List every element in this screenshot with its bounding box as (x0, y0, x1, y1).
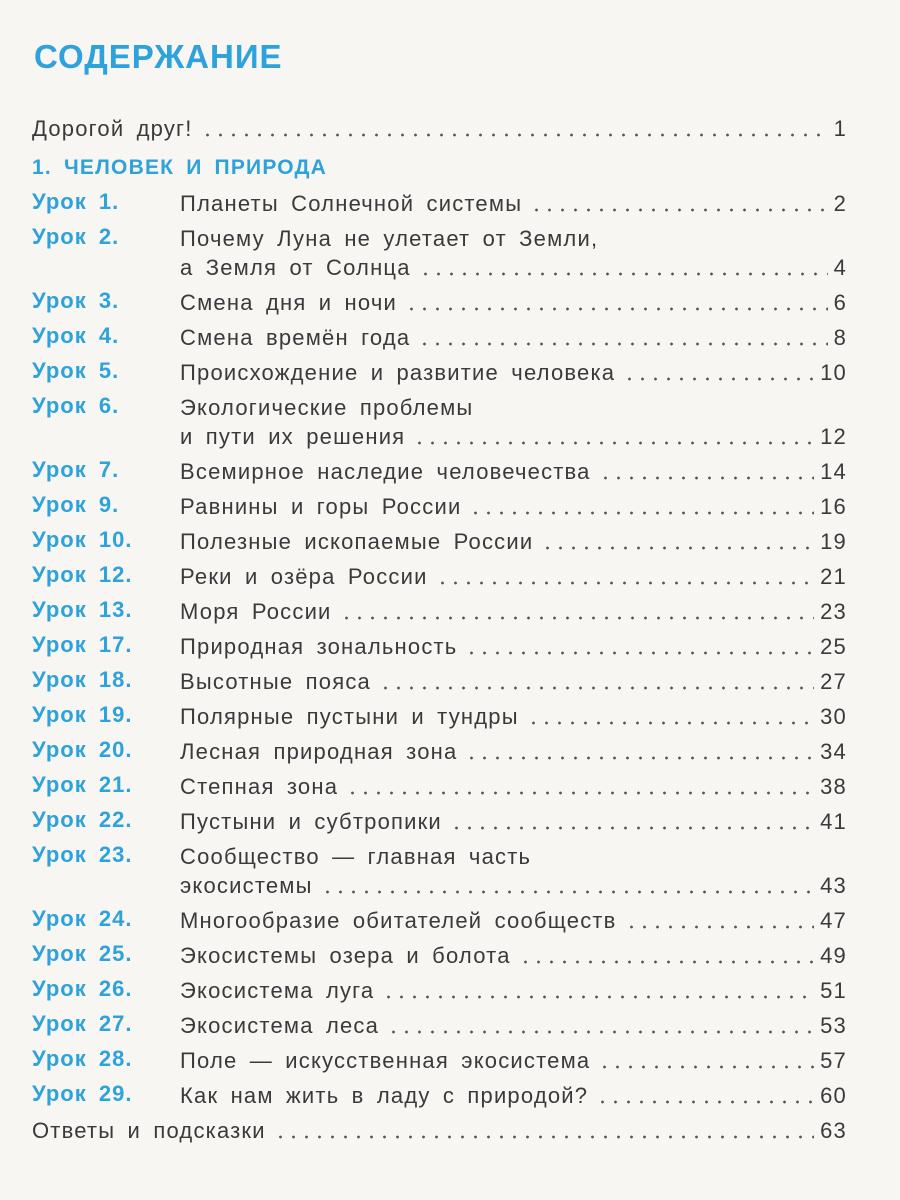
lesson-number: Урок 10. (32, 527, 133, 552)
lesson-number: Урок 29. (32, 1081, 133, 1106)
page-number: 19 (820, 529, 847, 554)
page-number: 12 (820, 424, 847, 449)
entry-title: Планеты Солнечной системы (180, 191, 523, 216)
toc-line (32, 1118, 847, 1144)
page-number: 53 (820, 1013, 847, 1038)
lesson-number: Урок 18. (32, 667, 133, 692)
dot-leader (465, 650, 814, 656)
toc-entry-lesson[interactable] (32, 737, 847, 765)
section-heading: 1. ЧЕЛОВЕК И ПРИРОДА (32, 156, 328, 179)
page-number: 63 (820, 1118, 847, 1143)
entry-title: Степная зона (180, 774, 339, 799)
lesson-number: Урок 25. (32, 941, 133, 966)
toc-line (180, 870, 847, 899)
entry-title: а Земля от Солнца (180, 255, 411, 280)
page-number: 10 (820, 360, 847, 385)
entry-body (180, 224, 847, 281)
entry-title: Реки и озёра России (180, 564, 428, 589)
toc-entry-lesson[interactable] (32, 1081, 847, 1109)
toc-line (180, 906, 847, 934)
entry-title: Высотные пояса (180, 669, 371, 694)
entry-title: Ответы и подсказки (32, 1118, 266, 1143)
entry-body (180, 1046, 847, 1074)
lesson-number: Урок 20. (32, 737, 133, 762)
dot-leader (379, 685, 814, 691)
page-number: 41 (820, 809, 847, 834)
toc-line (180, 941, 847, 969)
entry-body (180, 632, 847, 660)
entry-body (180, 597, 847, 625)
toc-entry-lesson[interactable] (32, 941, 847, 969)
dot-leader (387, 1029, 814, 1035)
toc-entry-lesson[interactable] (32, 807, 847, 835)
lesson-number: Урок 1. (32, 189, 120, 214)
page-number: 38 (820, 774, 847, 799)
dot-leader (527, 720, 814, 726)
entry-body (180, 323, 847, 351)
lesson-number: Урок 6. (32, 393, 120, 418)
toc-line (180, 323, 847, 351)
page-number: 47 (820, 908, 847, 933)
page-number: 21 (820, 564, 847, 589)
entry-body (180, 842, 847, 899)
lesson-number: Урок 27. (32, 1011, 133, 1036)
toc-entry-answers[interactable] (32, 1116, 847, 1144)
entry-title: Как нам жить в ладу с природой? (180, 1083, 589, 1108)
toc-entry-lesson[interactable] (32, 632, 847, 660)
toc-entry-lesson[interactable] (32, 358, 847, 386)
entry-body (180, 393, 847, 450)
page-number: 57 (820, 1048, 847, 1073)
toc-entry-lesson[interactable] (32, 457, 847, 485)
toc-entry-lesson[interactable] (32, 1046, 847, 1074)
toc-entry-lesson[interactable] (32, 393, 847, 450)
entry-title: Поле — искусственная экосистема (180, 1048, 591, 1073)
entry-body (180, 941, 847, 969)
entry-body (180, 1011, 847, 1039)
entry-title: Сообщество — главная часть (180, 844, 532, 869)
toc-line (180, 288, 847, 316)
entry-body (180, 457, 847, 485)
dot-leader (201, 132, 828, 138)
entry-body (180, 906, 847, 934)
dot-leader (625, 924, 815, 930)
toc-line (32, 116, 847, 142)
lesson-number: Урок 9. (32, 492, 120, 517)
toc-line (180, 252, 847, 281)
toc-line (180, 807, 847, 835)
table-of-contents (32, 112, 847, 1144)
toc-line (180, 421, 847, 450)
entry-title: Полезные ископаемые России (180, 529, 534, 554)
entry-title: Всемирное наследие человечества (180, 459, 591, 484)
entry-title: Почему Луна не улетает от Земли, (180, 226, 599, 251)
lesson-number: Урок 24. (32, 906, 133, 931)
page-number: 14 (820, 459, 847, 484)
toc-entry-lesson[interactable] (32, 667, 847, 695)
dot-leader (321, 889, 815, 895)
toc-line (180, 1011, 847, 1039)
toc-line (180, 1046, 847, 1074)
entry-title: Дорогой друг! (32, 116, 193, 141)
toc-line (180, 667, 847, 695)
entry-title: Смена времён года (180, 325, 411, 350)
dot-leader (530, 207, 827, 213)
dot-leader (519, 959, 815, 965)
toc-line (180, 457, 847, 485)
entry-body (180, 772, 847, 800)
page-number: 51 (820, 978, 847, 1003)
page-number: 30 (820, 704, 847, 729)
toc-entry-lesson[interactable] (32, 597, 847, 625)
page-number: 27 (820, 669, 847, 694)
dot-leader (598, 1064, 814, 1070)
lesson-number: Урок 13. (32, 597, 133, 622)
toc-line (180, 358, 847, 386)
dot-leader (340, 615, 815, 621)
lesson-number: Урок 3. (32, 288, 120, 313)
toc-entry-lesson[interactable] (32, 772, 847, 800)
lesson-number: Урок 28. (32, 1046, 133, 1071)
toc-entry-lesson[interactable] (32, 562, 847, 590)
toc-line (180, 597, 847, 625)
toc-line (180, 632, 847, 660)
page-number: 49 (820, 943, 847, 968)
toc-line (180, 189, 847, 217)
toc-entry-lesson[interactable] (32, 842, 847, 899)
entry-title: Равнины и горы России (180, 494, 462, 519)
entry-body (180, 737, 847, 765)
toc-line (180, 702, 847, 730)
entry-body (180, 492, 847, 520)
toc-entry-lesson[interactable] (32, 702, 847, 730)
lesson-number: Урок 21. (32, 772, 133, 797)
entry-body (180, 189, 847, 217)
page-number: 25 (820, 634, 847, 659)
dot-leader (599, 475, 815, 481)
toc-line (180, 224, 847, 252)
entry-body (180, 702, 847, 730)
entry-title: Лесная природная зона (180, 739, 458, 764)
dot-leader (413, 440, 814, 446)
page-number: 4 (833, 255, 847, 280)
toc-line (180, 527, 847, 555)
entry-body (180, 976, 847, 1004)
dot-leader (346, 790, 814, 796)
entry-body (180, 1081, 847, 1109)
page-number: 16 (820, 494, 847, 519)
toc-entry-lesson[interactable] (32, 288, 847, 316)
entry-title: Экосистемы озера и болота (180, 943, 511, 968)
dot-leader (596, 1099, 814, 1105)
toc-line (180, 772, 847, 800)
lesson-number: Урок 12. (32, 562, 133, 587)
lesson-number: Урок 7. (32, 457, 120, 482)
page-title: СОДЕРЖАНИЕ (34, 38, 283, 75)
dot-leader (419, 271, 828, 277)
entry-body (180, 807, 847, 835)
dot-leader (450, 825, 814, 831)
page-number: 60 (820, 1083, 847, 1108)
dot-leader (469, 510, 814, 516)
page-number: 23 (820, 599, 847, 624)
entry-title: и пути их решения (180, 424, 406, 449)
toc-entry-lesson[interactable] (32, 906, 847, 934)
entry-title: Пустыни и субтропики (180, 809, 442, 834)
dot-leader (436, 580, 815, 586)
dot-leader (623, 376, 814, 382)
entry-body (180, 288, 847, 316)
dot-leader (382, 994, 814, 1000)
entry-body (180, 562, 847, 590)
lesson-number: Урок 17. (32, 632, 133, 657)
entry-body (180, 527, 847, 555)
toc-entry-lesson[interactable] (32, 224, 847, 281)
toc-entry-lesson[interactable] (32, 189, 847, 217)
toc-line (180, 1081, 847, 1109)
page-number: 6 (833, 290, 847, 315)
lesson-number: Урок 4. (32, 323, 120, 348)
toc-line (180, 562, 847, 590)
page-number: 34 (820, 739, 847, 764)
entry-title: Многообразие обитателей сообществ (180, 908, 617, 933)
entry-title: Природная зональность (180, 634, 458, 659)
dot-leader (405, 306, 828, 312)
entry-title: Происхождение и развитие человека (180, 360, 616, 385)
toc-entry-intro[interactable] (32, 112, 847, 142)
dot-leader (465, 755, 814, 761)
lesson-number: Урок 19. (32, 702, 133, 727)
page-number: 1 (833, 116, 847, 141)
toc-entry-lesson[interactable] (32, 976, 847, 1004)
page-number: 43 (820, 873, 847, 898)
toc-entry-lesson[interactable] (32, 323, 847, 351)
entry-title: экосистемы (180, 873, 313, 898)
lesson-number: Урок 2. (32, 224, 120, 249)
page-number: 2 (833, 191, 847, 216)
entry-title: Полярные пустыни и тундры (180, 704, 519, 729)
entry-title: Экологические проблемы (180, 395, 474, 420)
dot-leader (274, 1134, 814, 1140)
entry-title: Моря России (180, 599, 332, 624)
page-number: 8 (833, 325, 847, 350)
entry-title: Экосистема луга (180, 978, 375, 1003)
toc-entry-lesson[interactable] (32, 1011, 847, 1039)
lesson-number: Урок 26. (32, 976, 133, 1001)
entry-body (180, 358, 847, 386)
toc-entry-lesson[interactable] (32, 492, 847, 520)
toc-line (180, 842, 847, 870)
toc-line (180, 976, 847, 1004)
toc-entry-lesson[interactable] (32, 527, 847, 555)
entry-title: Смена дня и ночи (180, 290, 398, 315)
lesson-number: Урок 22. (32, 807, 133, 832)
toc-line (180, 492, 847, 520)
toc-line (180, 737, 847, 765)
entry-body (180, 667, 847, 695)
dot-leader (418, 341, 827, 347)
toc-line (180, 393, 847, 421)
lesson-number: Урок 23. (32, 842, 133, 867)
lesson-number: Урок 5. (32, 358, 120, 383)
entry-title: Экосистема леса (180, 1013, 380, 1038)
dot-leader (541, 545, 814, 551)
